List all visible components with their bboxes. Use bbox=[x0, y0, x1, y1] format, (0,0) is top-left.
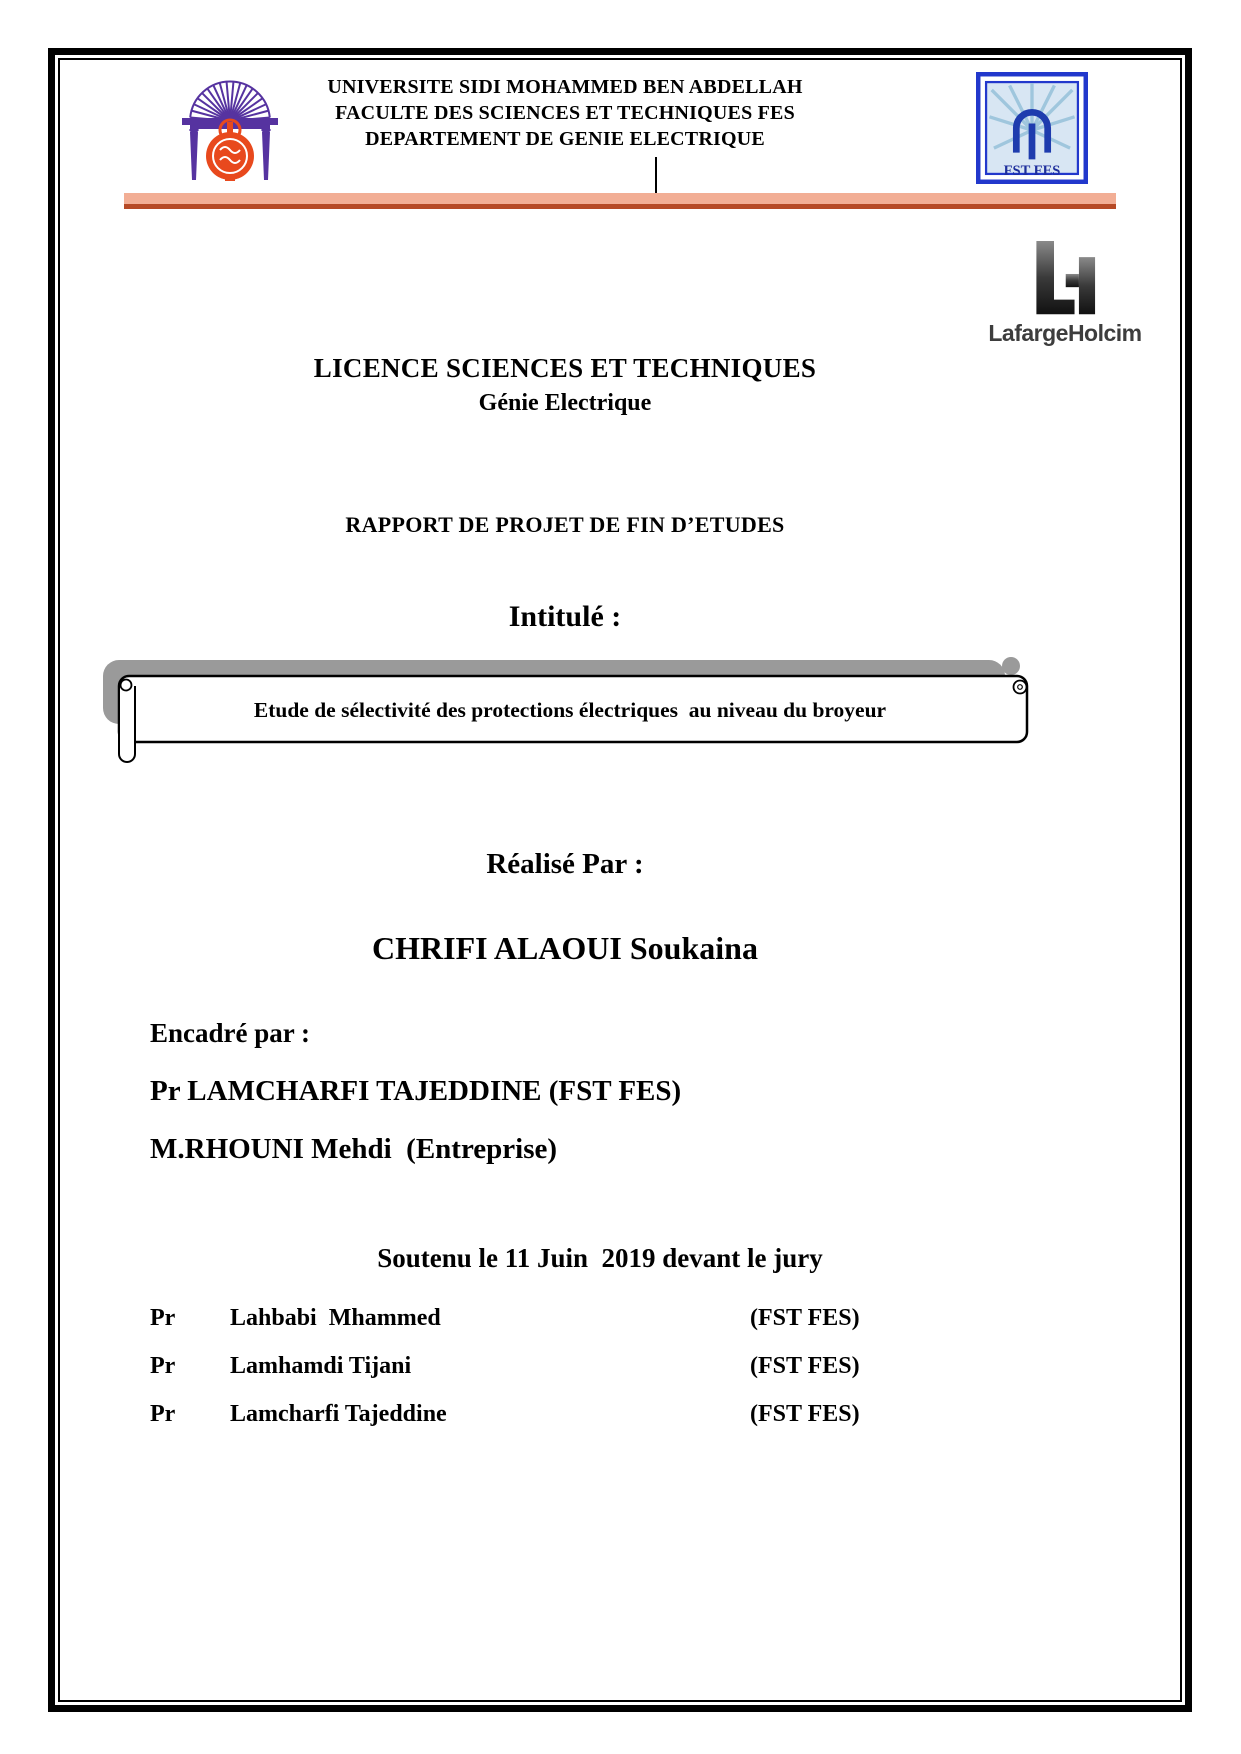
project-title: Etude de sélectivité des protections électriques au niveau du broyeur bbox=[253, 697, 887, 722]
lafargeholcim-wordmark: LafargeHolcim bbox=[988, 320, 1142, 346]
degree-title: LICENCE SCIENCES ET TECHNIQUES bbox=[313, 353, 817, 383]
jury-row bbox=[150, 1401, 870, 1428]
lafargeholcim-logo bbox=[980, 238, 1150, 347]
department-name: DEPARTEMENT DE GENIE ELECTRIQUE bbox=[365, 128, 765, 150]
jury-row bbox=[150, 1353, 870, 1380]
header-divider bbox=[124, 193, 1116, 209]
report-type-title: RAPPORT DE PROJET DE FIN D’ETUDES bbox=[345, 512, 785, 537]
usmba-university-logo-icon bbox=[170, 66, 290, 196]
fst-logo-caption: FST FES bbox=[1003, 163, 1061, 180]
jury-member-name: Lamhamdi Tijani bbox=[230, 1353, 412, 1379]
divider-band bbox=[124, 193, 1116, 204]
defense-heading: Soutenu le 11 Juin 2019 devant le jury bbox=[377, 1243, 823, 1273]
jury-member-affiliation: (FST FES) bbox=[750, 1401, 860, 1427]
author-name: CHRIFI ALAOUI Soukaina bbox=[372, 930, 758, 966]
jury-row bbox=[150, 1305, 870, 1332]
jury-member-affiliation: (FST FES) bbox=[750, 1353, 860, 1379]
divider-line bbox=[124, 204, 1116, 209]
fst-fes-logo-icon bbox=[976, 72, 1088, 184]
jury-member-title: Pr bbox=[150, 1353, 176, 1379]
university-name: UNIVERSITE SIDI MOHAMMED BEN ABDELLAH bbox=[327, 76, 803, 98]
jury-member-title: Pr bbox=[150, 1305, 176, 1331]
lafargeholcim-lh-monogram-icon bbox=[1032, 238, 1098, 318]
author-label: Réalisé Par : bbox=[486, 848, 644, 880]
header-tick-line bbox=[655, 157, 657, 194]
institution-header bbox=[295, 74, 835, 152]
jury-member-title: Pr bbox=[150, 1401, 176, 1427]
supervisor-item: M.RHOUNI Mehdi (Entreprise) bbox=[150, 1133, 558, 1165]
jury-member-affiliation: (FST FES) bbox=[750, 1305, 860, 1331]
jury-list bbox=[150, 1305, 870, 1449]
supervisors-label: Encadré par : bbox=[150, 1018, 310, 1048]
faculty-name: FACULTE DES SCIENCES ET TECHNIQUES FES bbox=[335, 102, 795, 124]
supervisor-item: Pr LAMCHARFI TAJEDDINE (FST FES) bbox=[150, 1075, 682, 1107]
degree-specialty: Génie Electrique bbox=[478, 390, 652, 416]
jury-member-name: Lahbabi Mhammed bbox=[230, 1305, 441, 1331]
jury-member-name: Lamcharfi Tajeddine bbox=[230, 1401, 447, 1427]
title-label: Intitulé : bbox=[508, 600, 622, 633]
supervisors-section bbox=[150, 1018, 950, 1191]
